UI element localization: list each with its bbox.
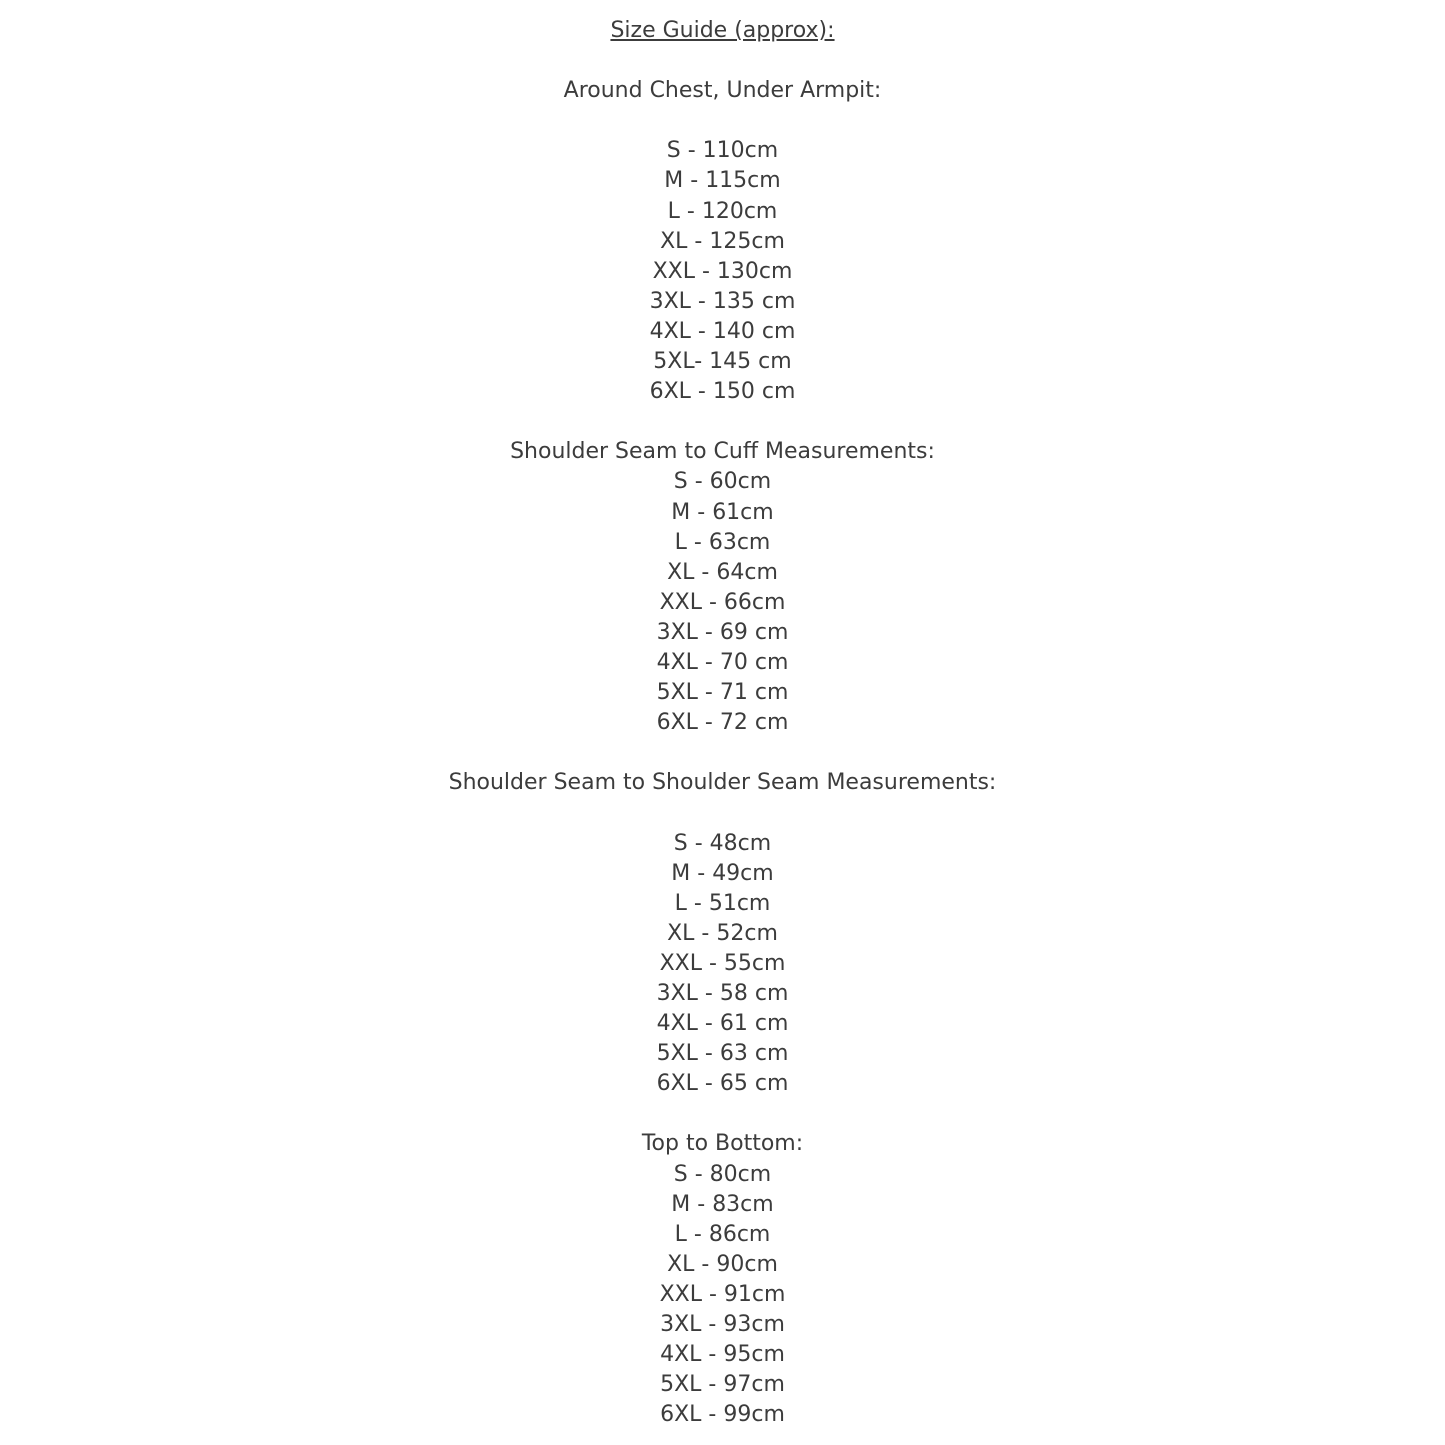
measurement-item: XXL - 91cm	[659, 1281, 786, 1307]
measurement-item: 3XL - 135 cm	[649, 288, 796, 314]
measurement-item: L - 51cm	[674, 890, 771, 916]
measurement-item: XL - 90cm	[667, 1251, 778, 1277]
measurement-item: S - 80cm	[673, 1161, 772, 1187]
measurement-item: S - 60cm	[673, 469, 772, 495]
measurement-item: XXL - 55cm	[659, 950, 786, 976]
measurement-item: L - 86cm	[674, 1221, 771, 1247]
measurement-item: L - 120cm	[667, 198, 778, 224]
measurement-item: 4XL - 61 cm	[656, 1011, 789, 1037]
measurement-list-top-to-bottom	[0, 1160, 1445, 1431]
measurement-item: M - 61cm	[671, 499, 774, 525]
measurement-item: S - 48cm	[673, 830, 772, 856]
measurement-list-shoulder-to-cuff	[0, 467, 1445, 738]
measurement-item: 5XL - 71 cm	[656, 680, 789, 706]
measurement-item: M - 83cm	[671, 1191, 774, 1217]
measurement-list-shoulder-to-shoulder	[0, 829, 1445, 1100]
measurement-item: 5XL - 97cm	[660, 1372, 785, 1398]
section-heading-around-chest: Around Chest, Under Armpit:	[563, 78, 882, 104]
measurement-item: 3XL - 58 cm	[656, 981, 789, 1006]
measurement-item: 6XL - 99cm	[660, 1402, 785, 1428]
section-around-chest	[0, 76, 1445, 407]
measurement-item: 6XL - 150 cm	[649, 379, 796, 405]
measurement-item: 6XL - 65 cm	[656, 1071, 789, 1097]
section-shoulder-to-cuff	[0, 437, 1445, 738]
measurement-item: 3XL - 93cm	[660, 1312, 785, 1338]
section-heading-shoulder-to-shoulder: Shoulder Seam to Shoulder Seam Measurements:	[448, 770, 997, 796]
measurement-item: 4XL - 70 cm	[656, 649, 789, 675]
measurement-item: XL - 52cm	[667, 920, 778, 946]
measurement-item: 6XL - 72 cm	[656, 710, 789, 736]
measurement-item: M - 115cm	[664, 168, 781, 194]
measurement-item: XXL - 66cm	[659, 589, 786, 615]
measurement-list-around-chest	[0, 136, 1445, 407]
measurement-item: 5XL - 63 cm	[656, 1041, 789, 1067]
measurement-item: XL - 64cm	[667, 559, 778, 585]
measurement-item: 5XL- 145 cm	[653, 349, 792, 375]
measurement-item: 4XL - 140 cm	[649, 318, 796, 344]
measurement-item: 4XL - 95cm	[660, 1342, 785, 1368]
page-title	[0, 16, 1445, 46]
section-top-to-bottom	[0, 1129, 1445, 1430]
measurement-item: M - 49cm	[671, 860, 774, 886]
section-heading-top-to-bottom: Top to Bottom:	[641, 1131, 804, 1157]
measurement-item: L - 63cm	[674, 529, 771, 555]
section-shoulder-to-shoulder	[0, 768, 1445, 1099]
page-title-text: Size Guide (approx):	[610, 18, 835, 43]
measurement-item: 3XL - 69 cm	[656, 619, 789, 645]
measurement-item: XL - 125cm	[660, 228, 785, 254]
measurement-item: XXL - 130cm	[652, 258, 793, 284]
section-heading-shoulder-to-cuff: Shoulder Seam to Cuff Measurements:	[510, 439, 935, 465]
measurement-item: S - 110cm	[666, 138, 779, 164]
